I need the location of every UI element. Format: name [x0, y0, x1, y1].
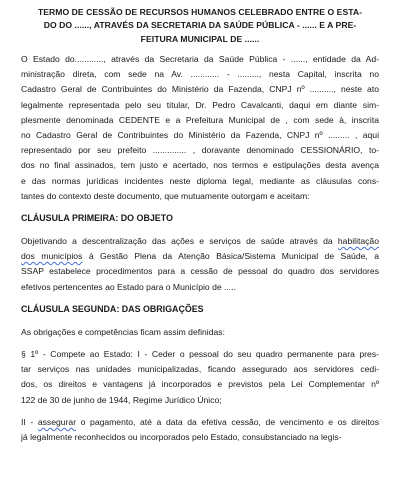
title-line-2: DO DO ......, ATRAVÉS DA SECRETARIA DA SAÚDE PÚBLICA - ...... E A PRE- [43, 20, 357, 31]
intro-line: tantes do contexto deste documento, que mutuamente outorgam e aceitam: [21, 190, 310, 201]
document-title [21, 6, 379, 46]
intro-line: representado por seu prefeito .............. , doravante denominado CESSIONÁRIO, to- [21, 145, 379, 156]
clause-2-line: tar serviços nas unidades municipalizadas, ficando assegurado aos servidores cedi- [21, 364, 379, 375]
intro-line: no Cadastro Geral de Contribuintes do Ministério da Fazenda, CNPJ nº ......... , aqui [21, 129, 379, 140]
title-line-3: FEITURA MUNICIPAL DE ...... [140, 33, 260, 44]
clause-1-line: efetivos pertencentes ao Estado para o Município de ..... [21, 281, 236, 292]
clause-1-line [21, 234, 379, 249]
text-run: o pagamento, até a data da efetiva cessão, de vencimento e os direitos [76, 416, 379, 427]
clause-1-line [21, 249, 379, 264]
intro-line: Cadastro Geral de Contribuintes do Ministério da Fazenda, CNPJ nº .........., neste ato [21, 84, 379, 95]
clause-1-line: SSAP estabelece procedimentos para a cessão de pessoal do quadro dos servidores [21, 266, 379, 277]
spellcheck-word[interactable]: dos municípios [21, 251, 83, 262]
text-run: Objetivando a descentralização das ações e serviços de saúde através da [21, 235, 338, 246]
clause-2-line [21, 415, 379, 430]
intro-line: plesmente denominada CEDENTE e a Prefeitura Municipal de , com sede à, inscrita [21, 114, 379, 125]
intro-line: O Estado do............, através da Secretaria da Saúde Pública - ......, entidade da Ad- [21, 53, 379, 64]
intro-paragraph [21, 52, 379, 204]
intro-line: dos no final assinados, tem justo e acertado, nos termos e estipulações desta avença [21, 160, 379, 171]
spellcheck-word[interactable]: habilitação [337, 235, 379, 246]
clause-1-heading: CLÁUSULA PRIMEIRA: DO OBJETO [21, 212, 173, 223]
intro-line: ministração direta, com sede na Av. ............ - ........., nesta Capital, inscrita no [21, 69, 379, 80]
clause-2-intro-line: As obrigações e competências ficam assim definidas: [21, 326, 225, 337]
clause-2-intro [21, 325, 379, 340]
clause-1-paragraph [21, 234, 379, 295]
clause-2-line: 122 de 30 de junho de 1944, Regime Jurídico Único; [21, 394, 222, 405]
clause-2-line: dos, os direitos e vantagens já incorporados e previstos pela Lei Complementar nº [21, 379, 379, 390]
clause-2-line: § 1º - Compete ao Estado: I - Ceder o pessoal do seu quadro permanente para pres- [21, 348, 379, 359]
clause-2-line: já legalmente reconhecidos ou incorporados pelo Estado, consubstanciado na legis- [21, 431, 342, 442]
spellcheck-word[interactable]: assegurar [37, 416, 77, 427]
text-run: à Gestão Plena da Atenção Básica/Sistema Municipal de Saúde, a [82, 251, 380, 262]
clause-2-paragraph-1 [21, 347, 379, 408]
clause-2-paragraph-2 [21, 415, 379, 445]
title-line-1: TERMO DE CESSÃO DE RECURSOS HUMANOS CELEBRADO ENTRE O ESTA- [37, 7, 363, 17]
text-run: II - [21, 416, 38, 427]
intro-line: e das normas jurídicas incidentes neste diploma legal, mediante as cláusulas cons- [21, 175, 379, 186]
intro-line: legalmente representada pelo seu titular, Dr. Pedro Cavalcanti, daqui em diante sim- [21, 99, 379, 110]
clause-2-heading: CLÁUSULA SEGUNDA: DAS OBRIGAÇÕES [21, 303, 204, 314]
